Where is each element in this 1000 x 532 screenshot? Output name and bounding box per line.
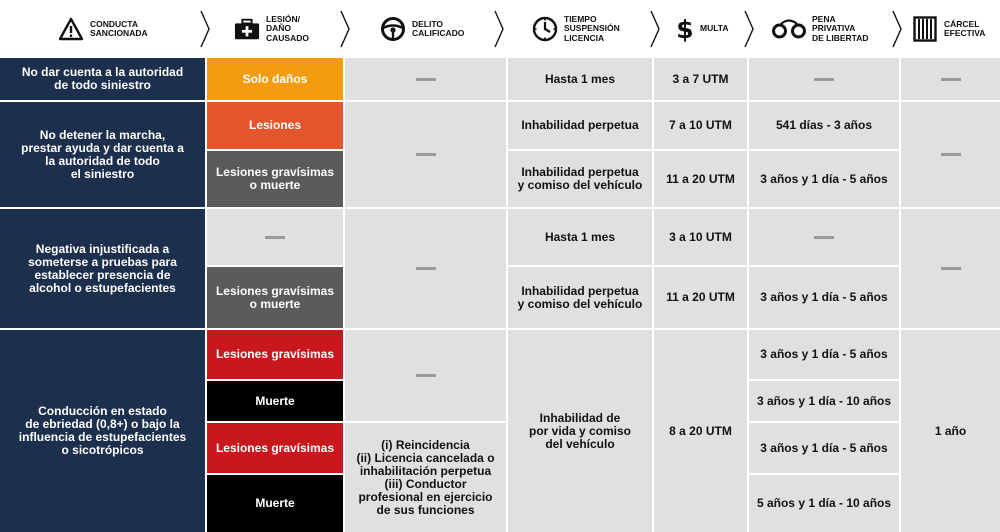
dash-mark	[416, 153, 436, 156]
empty-cell	[207, 209, 343, 265]
empty-cell	[901, 58, 1000, 100]
pena-cell: 3 años y 1 día - 10 años	[749, 381, 899, 421]
dash-mark	[814, 78, 834, 81]
header-label: CÁRCEL EFECTIVA	[944, 18, 986, 38]
header-multa	[676, 0, 728, 58]
conducta-cell: Negativa injustificada a someterse a pruebas para establecer presencia de alcohol o estupefacientes	[0, 209, 205, 328]
empty-cell	[749, 58, 899, 100]
carcel-cell: 1 año	[901, 330, 1000, 532]
lesion-cell: Solo daños	[207, 58, 343, 100]
header-label: MULTA	[700, 23, 729, 34]
chevron-right-icon	[892, 10, 902, 48]
dash-mark	[416, 374, 436, 377]
calificado-cell: (i) Reincidencia (ii) Licencia cancelada o inhabilitación perpetua (iii) Conductor profesional en ejercicio de sus funciones	[345, 423, 506, 532]
lesion-cell: Muerte	[207, 475, 343, 532]
lesion-cell: Lesiones gravísimas	[207, 330, 343, 379]
multa-cell: 7 a 10 UTM	[654, 102, 747, 149]
header-label: LESIÓN/ DAÑO CAUSADO	[266, 13, 309, 43]
conducta-cell: No dar cuenta a la autoridad de todo siniestro	[0, 58, 205, 100]
table-header	[0, 0, 1000, 58]
dollar-sign-icon	[676, 16, 694, 42]
header-label: PENA PRIVATIVA DE LIBERTAD	[812, 13, 869, 43]
pena-cell: 3 años y 1 día - 5 años	[749, 267, 899, 328]
pena-cell: 5 años y 1 día - 10 años	[749, 475, 899, 532]
dash-mark	[814, 236, 834, 239]
clock-icon	[532, 16, 558, 42]
lesion-cell: Lesiones gravísimas	[207, 423, 343, 473]
jail-bars-icon	[912, 16, 938, 42]
multa-cell: 3 a 10 UTM	[654, 209, 747, 265]
dash-mark	[416, 78, 436, 81]
pena-cell: 3 años y 1 día - 5 años	[749, 330, 899, 379]
multa-cell: 11 a 20 UTM	[654, 267, 747, 328]
empty-cell	[901, 102, 1000, 207]
header-label: CONDUCTA SANCIONADA	[90, 18, 148, 38]
header-lesion	[234, 0, 309, 58]
empty-cell	[345, 330, 506, 421]
chevron-right-icon	[340, 10, 350, 48]
conducta-cell: Conducción en estado de ebriedad (0,8+) o bajo la influencia de estupefacientes o sicotrópicos	[0, 330, 205, 532]
suspension-cell: Inhabilidad perpetua y comiso del vehículo	[508, 267, 652, 328]
lesion-cell: Lesiones	[207, 102, 343, 149]
lesion-cell: Lesiones gravísimas o muerte	[207, 267, 343, 328]
empty-cell	[345, 102, 506, 207]
svg-text:$: $	[676, 15, 694, 43]
header-delito	[380, 0, 464, 58]
lesion-cell: Lesiones gravísimas o muerte	[207, 151, 343, 207]
multa-cell: 3 a 7 UTM	[654, 58, 747, 100]
warning-triangle-icon	[58, 16, 84, 42]
header-label: TIEMPO SUSPENSIÓN LICENCIA	[564, 13, 620, 43]
multa-cell: 8 a 20 UTM	[654, 330, 747, 532]
chevron-right-icon	[650, 10, 660, 48]
suspension-cell: Inhabilidad perpetua y comiso del vehículo	[508, 151, 652, 207]
conducta-cell: No detener la marcha, prestar ayuda y dar cuenta a la autoridad de todo el siniestro	[0, 102, 205, 207]
dash-mark	[416, 267, 436, 270]
handcuffs-icon	[772, 16, 806, 42]
header-label: DELITO CALIFICADO	[412, 18, 465, 38]
dash-mark	[265, 236, 285, 239]
header-conducta	[58, 0, 148, 58]
header-carcel	[912, 0, 985, 58]
suspension-cell: Inhabilidad de por vida y comiso del vehículo	[508, 330, 652, 532]
multa-cell: 11 a 20 UTM	[654, 151, 747, 207]
dash-mark	[941, 153, 961, 156]
chevron-right-icon	[744, 10, 754, 48]
chevron-right-icon	[200, 10, 210, 48]
chevron-right-icon	[494, 10, 504, 48]
dash-mark	[941, 267, 961, 270]
empty-cell	[345, 58, 506, 100]
pena-cell: 3 años y 1 día - 5 años	[749, 423, 899, 473]
header-suspension	[532, 0, 620, 58]
steering-wheel-icon	[380, 16, 406, 42]
penalties-table	[0, 58, 1000, 532]
dash-mark	[941, 78, 961, 81]
suspension-cell: Inhabilidad perpetua	[508, 102, 652, 149]
header-pena	[772, 0, 869, 58]
pena-cell: 3 años y 1 día - 5 años	[749, 151, 899, 207]
suspension-cell: Hasta 1 mes	[508, 58, 652, 100]
lesion-cell: Muerte	[207, 381, 343, 421]
first-aid-kit-icon	[234, 16, 260, 42]
empty-cell	[901, 209, 1000, 328]
pena-cell: 541 días - 3 años	[749, 102, 899, 149]
empty-cell	[345, 209, 506, 328]
suspension-cell: Hasta 1 mes	[508, 209, 652, 265]
empty-cell	[749, 209, 899, 265]
